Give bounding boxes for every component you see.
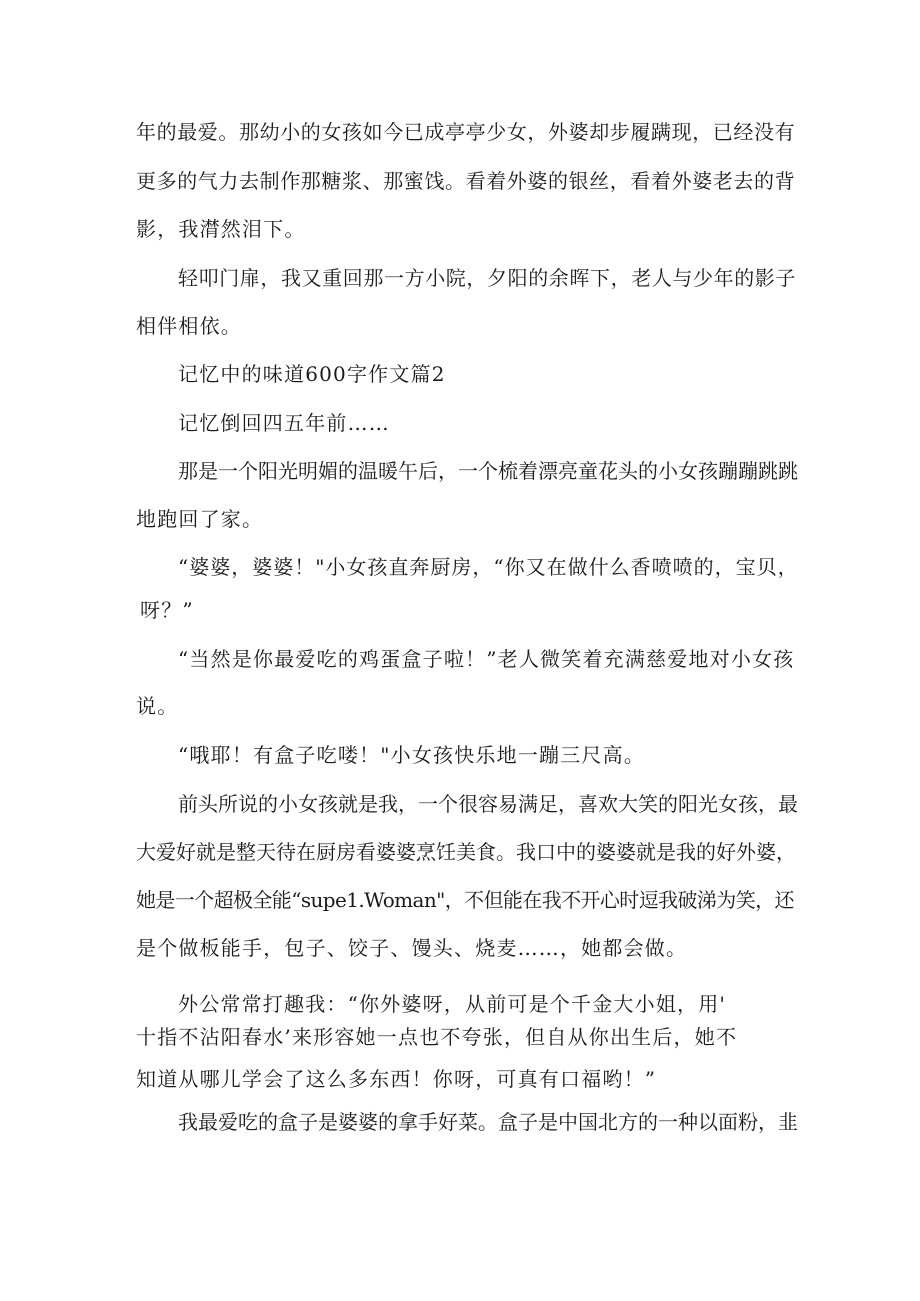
text-line: 我最爱吃的盒子是婆婆的拿手好菜。盒子是中国北方的一种以面粉，韭 [178, 1110, 798, 1134]
text-line: 相伴相依。 [136, 314, 242, 338]
text-line: 外公常常打趣我：“你外婆呀，从前可是个千金大小姐，用' [178, 992, 727, 1016]
text-line: 十指不沾阳春水’来形容她一点也不夸张，但自从你出生后，她不 [136, 1025, 738, 1049]
text-line: 说。 [136, 694, 179, 718]
text-line: 是个做板能手，包子、饺子、馒头、烧麦……，她都会做。 [136, 936, 688, 960]
text-line: 她是一个超极全能“supe1.Woman"，不但能在我不开心时逗我破涕为笑，还 [136, 888, 794, 912]
text-line: 年的最爱。那幼小的女孩如今已成亭亭少女，外婆却步履蹒现，已经没有 [136, 120, 796, 144]
text-line: 轻叩门扉，我又重回那一方小院，夕阳的余晖下，老人与少年的影子 [178, 266, 796, 290]
text-line: 呀？” [140, 598, 194, 622]
section-heading: 记忆中的味道600字作文篇2 [178, 362, 446, 386]
text-line: 更多的气力去制作那糖浆、那蜜饯。看着外婆的银丝，看着外婆老去的背 [136, 169, 796, 193]
text-line: 影，我潸然泪下。 [136, 217, 306, 241]
text-line: “当然是你最爱吃的鸡蛋盒子啦！”老人微笑着充满慈爱地对小女孩 [178, 647, 795, 671]
text-line: 大爱好就是整天待在厨房看婆婆烹饪美食。我口中的婆婆就是我的好外婆， [136, 840, 796, 864]
text-line: 地跑回了家。 [136, 507, 264, 531]
text-line: “哦耶！有盒子吃喽！"小女孩快乐地一蹦三尺高。 [178, 743, 646, 767]
text-line: “婆婆，婆婆！"小女孩直奔厨房，“你又在做什么香喷喷的，宝贝， [178, 555, 799, 579]
text-line: 知道从哪儿学会了这么多东西！你呀，可真有口福哟！” [136, 1067, 657, 1091]
text-line: 记忆倒回四五年前…… [178, 411, 390, 435]
text-line: 那是一个阳光明媚的温暖午后，一个梳着漂亮童花头的小女孩蹦蹦跳跳 [178, 459, 798, 483]
text-line: 前头所说的小女孩就是我，一个很容易满足，喜欢大笑的阳光女孩，最 [178, 792, 798, 816]
